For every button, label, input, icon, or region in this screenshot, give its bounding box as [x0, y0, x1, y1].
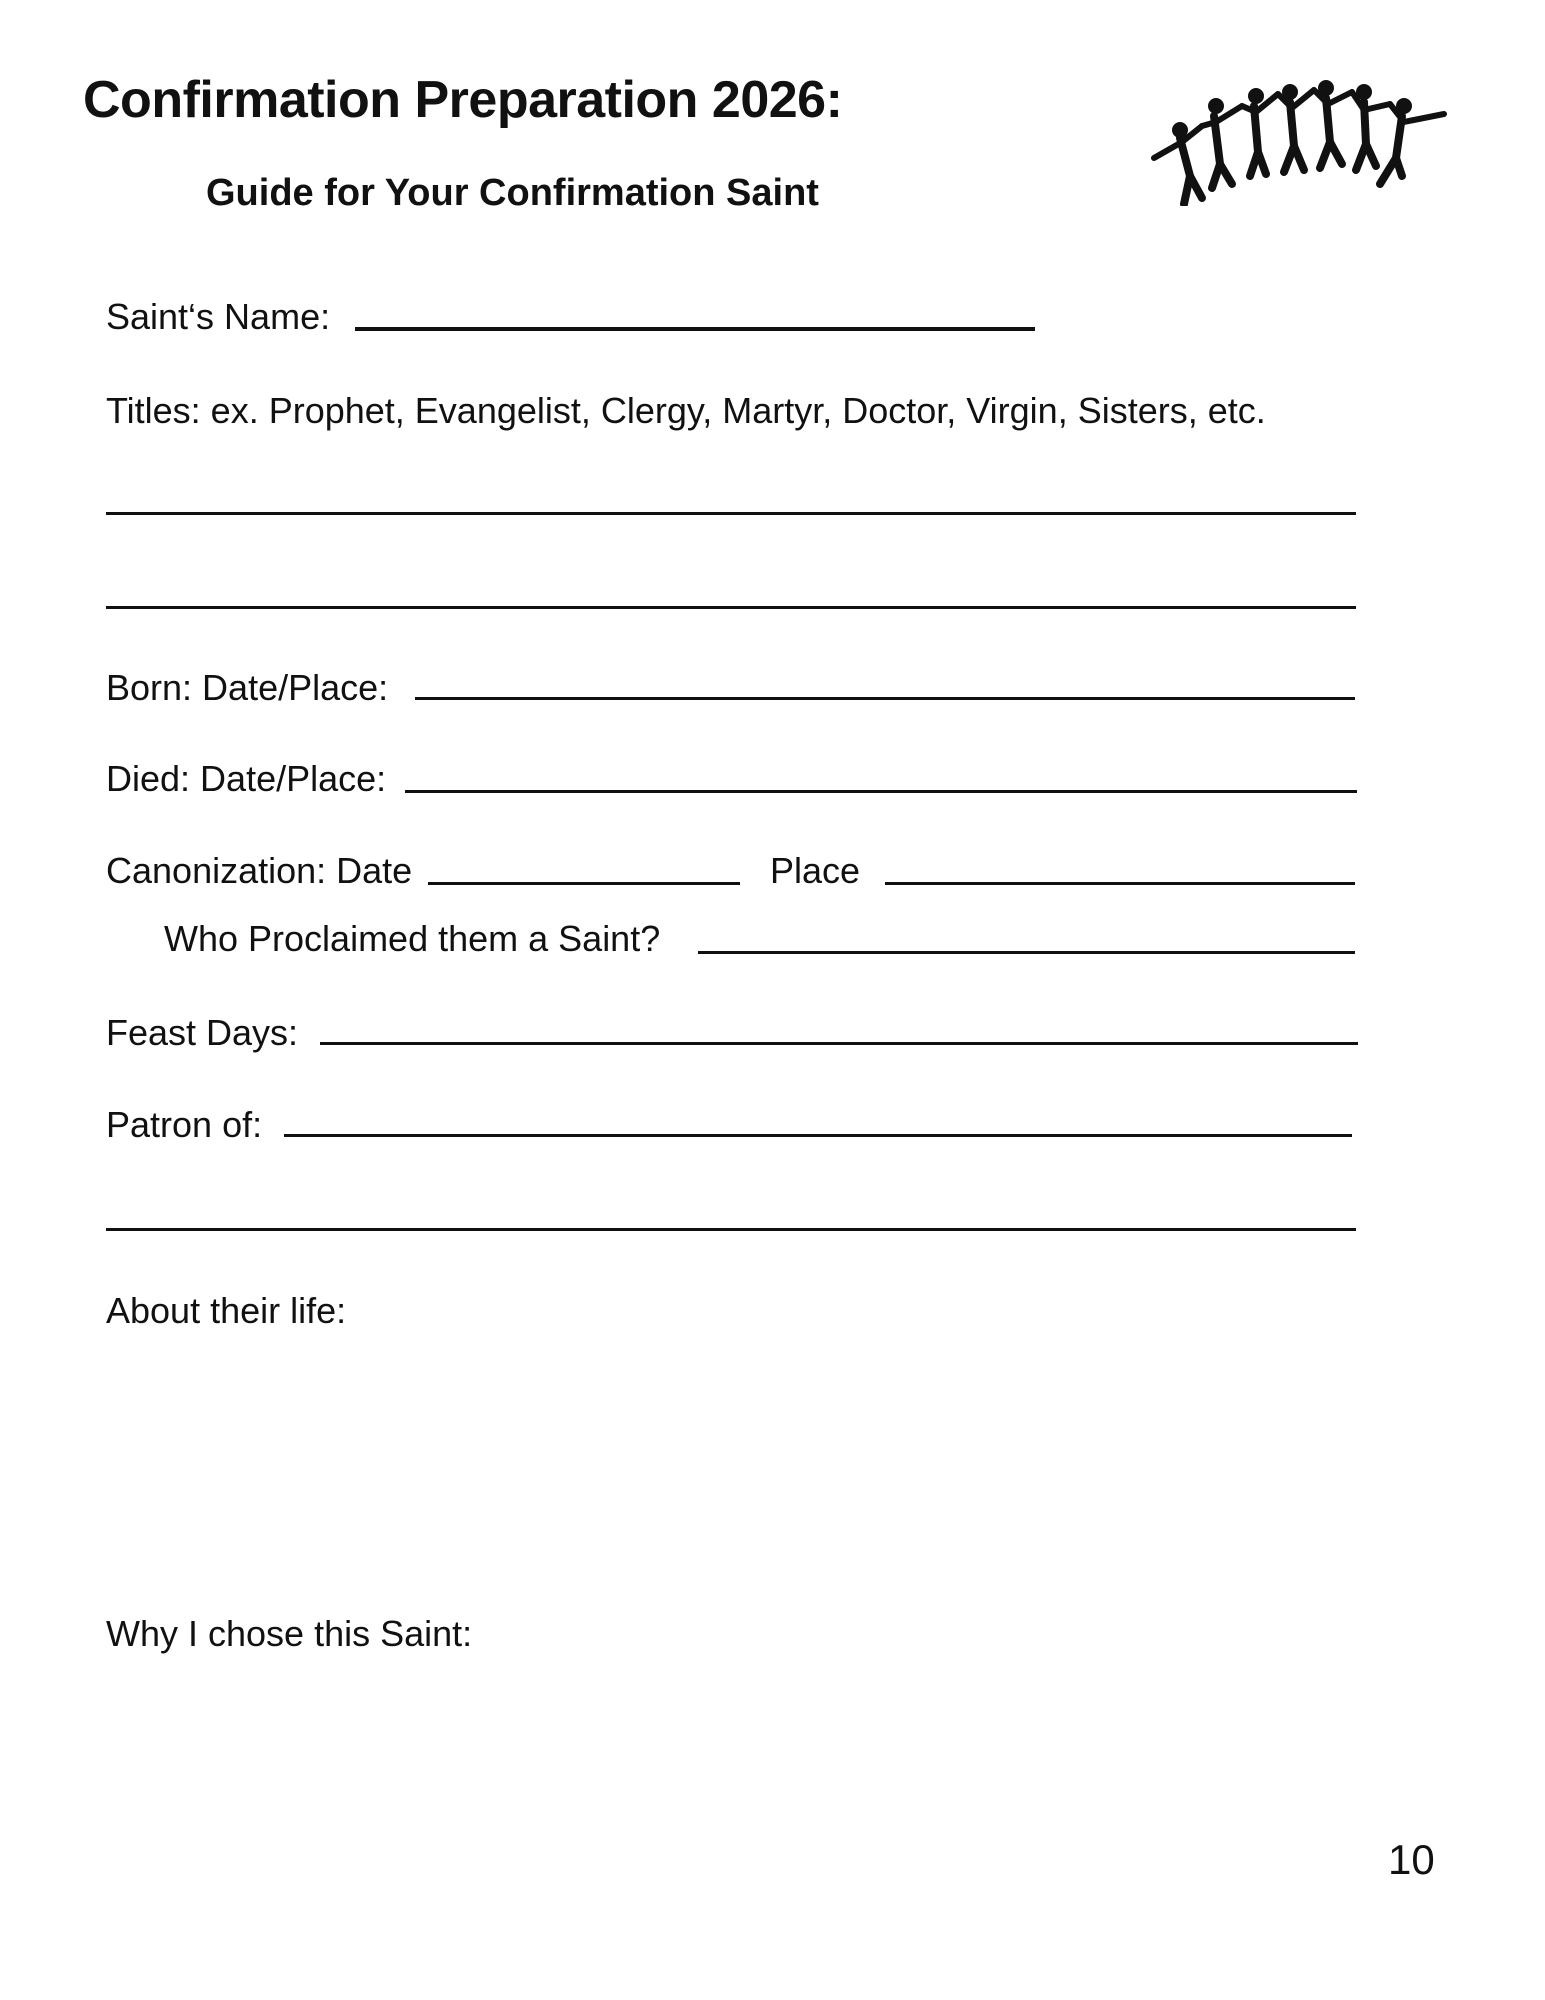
why-chose-label: Why I chose this Saint: [106, 1613, 473, 1654]
canonization-date-label: Canonization: Date [106, 850, 413, 891]
page-title: Confirmation Preparation 2026: [83, 71, 843, 129]
canonization-place-field[interactable] [885, 882, 1355, 885]
died-field[interactable] [405, 790, 1357, 793]
titles-field-line-1[interactable] [106, 512, 1356, 515]
about-life-label: About their life: [106, 1290, 347, 1331]
canonization-place-label: Place [770, 850, 861, 891]
patron-field-line-1[interactable] [284, 1134, 1352, 1137]
page-subtitle: Guide for Your Confirmation Saint [206, 172, 819, 214]
feast-days-field[interactable] [320, 1042, 1358, 1045]
page-number: 10 [1388, 1836, 1435, 1883]
saint-name-field[interactable] [355, 327, 1035, 331]
patron-label: Patron of: [106, 1104, 263, 1145]
born-field[interactable] [415, 697, 1355, 700]
proclaimed-label: Who Proclaimed them a Saint? [164, 918, 661, 959]
titles-field-line-2[interactable] [106, 606, 1356, 609]
proclaimed-field[interactable] [698, 951, 1355, 954]
titles-label: Titles: ex. Prophet, Evangelist, Clergy, Martyr, Doctor, Virgin, Sisters, etc. [106, 390, 1266, 431]
patron-field-line-2[interactable] [106, 1228, 1356, 1231]
canonization-date-field[interactable] [428, 882, 740, 885]
born-label: Born: Date/Place: [106, 667, 389, 708]
about-life-writing-area[interactable] [106, 1340, 1356, 1600]
died-label: Died: Date/Place: [106, 758, 387, 799]
feast-days-label: Feast Days: [106, 1012, 299, 1053]
why-chose-writing-area[interactable] [106, 1663, 1356, 1823]
people-holding-hands-icon [1150, 76, 1460, 206]
saint-name-label: Saint‘s Name: [106, 296, 331, 337]
